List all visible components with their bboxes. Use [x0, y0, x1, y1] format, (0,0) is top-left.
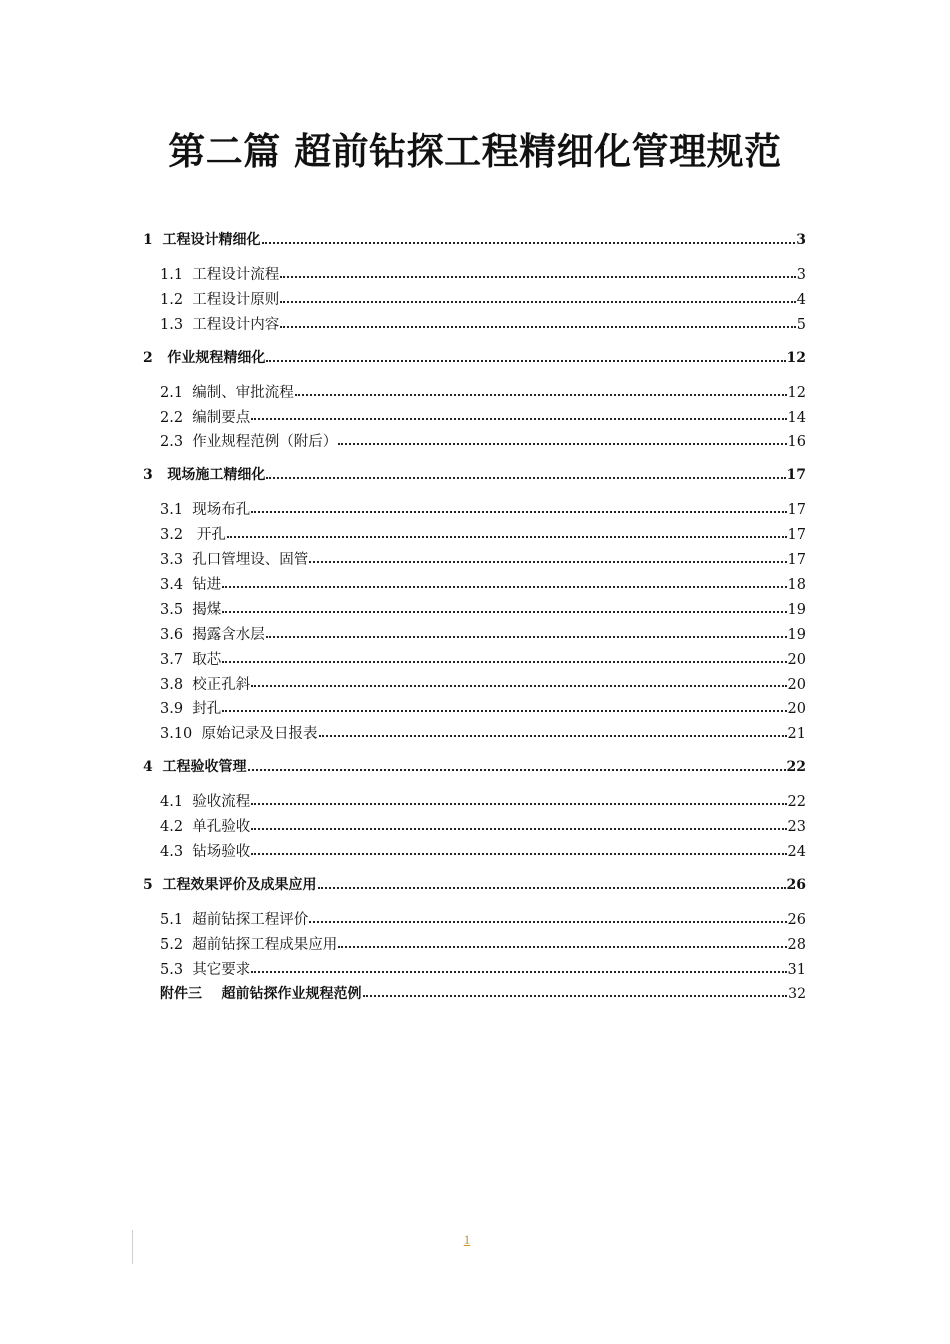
dot-leader: [363, 994, 788, 997]
toc-section-2: [143, 347, 806, 456]
dot-leader: [251, 802, 786, 805]
dot-leader: [338, 442, 786, 445]
toc-entry-2[interactable]: [143, 347, 806, 372]
toc-entry-5-1[interactable]: [143, 908, 806, 933]
dot-leader: [318, 886, 786, 889]
dot-leader: [251, 417, 786, 420]
dot-leader: [280, 325, 795, 328]
toc-entry-number: 4: [143, 759, 153, 776]
toc-entry-page: 17: [787, 502, 806, 519]
toc-entry-3-4[interactable]: [143, 573, 806, 598]
toc-entry-label: 校正孔斜: [192, 676, 251, 693]
toc-entry-label: 工程设计内容: [192, 316, 280, 333]
dot-leader: [227, 535, 787, 538]
toc-entry-3-8[interactable]: [143, 673, 806, 698]
toc-entry-number: 2.1: [160, 384, 184, 401]
page-number: 1: [463, 1232, 471, 1247]
dot-leader: [248, 768, 786, 771]
toc-entry-label: 工程验收管理: [162, 759, 247, 776]
toc-entry-number: 1.2: [160, 291, 184, 308]
toc-entry-page: 19: [787, 601, 806, 618]
dot-leader: [262, 241, 796, 244]
toc-entry-number: 3.10: [160, 726, 193, 743]
toc-entry-label: 揭露含水层: [192, 626, 265, 643]
toc-entry-page: 12: [787, 384, 806, 401]
dot-leader: [295, 393, 787, 396]
toc-entry-page: 4: [796, 291, 806, 308]
toc-entry-page: 17: [787, 552, 806, 569]
dot-leader: [266, 476, 785, 479]
toc-entry-3-1[interactable]: [143, 498, 806, 523]
toc-entry-label: 单孔验收: [192, 819, 251, 836]
toc-entry-label: 编制、审批流程: [192, 384, 294, 401]
toc-entry-5-2[interactable]: [143, 933, 806, 958]
toc-entry-label: 作业规程范例（附后）: [192, 434, 338, 451]
toc-entry-page: 26: [787, 911, 806, 928]
toc-entry-label: 编制要点: [192, 409, 251, 426]
toc-entry-page: 20: [787, 676, 806, 693]
toc-entry-page: 12: [786, 349, 806, 366]
toc-entry-number: 3.8: [160, 676, 184, 693]
toc-entry-label: 开孔: [196, 527, 226, 544]
toc-entry-page: 17: [787, 527, 806, 544]
toc-entry-number: 3.3: [160, 552, 184, 569]
page-title: 第二篇 超前钻探工程精细化管理规范: [168, 130, 782, 173]
toc-entry-label: 封孔: [192, 701, 222, 718]
toc-entry-number: 1: [143, 232, 153, 248]
toc-entry-3-7[interactable]: [143, 648, 806, 673]
toc-entry-page: 3: [796, 267, 806, 283]
toc-entry-label: 附件三 超前钻探作业规程范例: [160, 985, 362, 1002]
toc-entry-label: 工程效果评价及成果应用: [162, 876, 317, 893]
dot-leader: [338, 945, 786, 948]
dot-leader: [222, 585, 786, 588]
toc-entry-3-3[interactable]: [143, 548, 806, 573]
toc-entry-number: 3.1: [160, 502, 184, 519]
dot-leader: [222, 709, 786, 712]
toc-entry-number: 1.3: [160, 316, 184, 333]
toc-entry-number: 3.4: [160, 577, 184, 594]
toc-entry-number: 1.1: [160, 267, 184, 283]
toc-entry-appendix[interactable]: [143, 983, 806, 1008]
toc-entry-number: 2: [143, 349, 153, 366]
toc-entry-2-2[interactable]: [143, 406, 806, 431]
toc-entry-3-9[interactable]: [143, 697, 806, 722]
dot-leader: [251, 970, 786, 973]
toc-entry-3-5[interactable]: [143, 598, 806, 623]
toc-entry-number: 3.5: [160, 601, 184, 618]
dot-leader: [280, 275, 795, 278]
toc-entry-label: 钻场验收: [192, 844, 251, 861]
toc-entry-label: 超前钻探工程成果应用: [192, 936, 338, 953]
dot-leader: [222, 660, 786, 663]
toc-section-1: [143, 229, 806, 338]
toc-entry-1-1[interactable]: [143, 263, 806, 288]
toc-entry-3[interactable]: [143, 464, 806, 489]
toc-entry-label: 现场布孔: [192, 502, 251, 519]
toc-entry-page: 16: [787, 434, 806, 451]
toc-entry-label: 取芯: [192, 651, 222, 668]
dot-leader: [251, 684, 786, 687]
dot-leader: [266, 635, 787, 638]
toc-section-5: [143, 874, 806, 1008]
toc-entry-number: 3.2: [160, 527, 184, 544]
dot-leader: [251, 852, 786, 855]
toc-entry-page: 20: [787, 701, 806, 718]
dot-leader: [309, 560, 786, 563]
toc-entry-number: 5.1: [160, 911, 184, 928]
toc-section-4: [143, 756, 806, 865]
toc-entry-5[interactable]: [143, 874, 806, 899]
toc-entry-label: 工程设计原则: [192, 291, 280, 308]
toc-entry-page: 32: [788, 985, 806, 1002]
toc-entry-4-1[interactable]: [143, 790, 806, 815]
toc-entry-1[interactable]: [143, 229, 806, 254]
toc-entry-2-1[interactable]: [143, 381, 806, 406]
toc-entry-label: 孔口管埋设、固管: [192, 552, 309, 569]
toc-entry-label: 现场施工精细化: [167, 467, 266, 484]
toc-entry-3-6[interactable]: [143, 623, 806, 648]
toc-entry-number: 2.3: [160, 434, 184, 451]
toc-entry-label: 工程设计流程: [192, 267, 280, 283]
toc-entry-number: 4.1: [160, 794, 184, 811]
toc-entry-4-2[interactable]: [143, 815, 806, 840]
toc-entry-number: 2.2: [160, 409, 184, 426]
toc-entry-number: 5.3: [160, 961, 184, 978]
toc-entry-4-3[interactable]: [143, 840, 806, 865]
toc-entry-3-2[interactable]: [143, 523, 806, 548]
toc-entry-number: 3.6: [160, 626, 184, 643]
toc-entry-number: 4.2: [160, 819, 184, 836]
toc-entry-page: 3: [796, 232, 806, 248]
dot-leader: [251, 827, 786, 830]
toc-entry-label: 原始记录及日报表: [201, 726, 318, 743]
toc-entry-page: 26: [786, 876, 806, 893]
toc-entry-number: 3: [143, 467, 153, 484]
toc-entry-page: 24: [787, 844, 806, 861]
toc-entry-label: 其它要求: [192, 961, 251, 978]
toc-entry-page: 20: [787, 651, 806, 668]
toc-entry-page: 22: [787, 794, 806, 811]
toc-entry-label: 超前钻探工程评价: [192, 911, 309, 928]
toc-entry-page: 31: [787, 961, 806, 978]
toc-entry-5-3[interactable]: [143, 958, 806, 983]
toc-entry-number: 4.3: [160, 844, 184, 861]
toc-entry-page: 21: [787, 726, 806, 743]
dot-leader: [266, 359, 785, 362]
dot-leader: [319, 734, 787, 737]
toc-entry-number: 5: [143, 876, 153, 893]
toc-entry-label: 揭煤: [192, 601, 222, 618]
toc-entry-page: 18: [787, 577, 806, 594]
table-of-contents: [143, 229, 806, 1016]
toc-section-3: [143, 464, 806, 747]
toc-entry-label: 工程设计精细化: [162, 232, 261, 248]
toc-entry-label: 钻进: [192, 577, 222, 594]
toc-entry-page: 17: [786, 467, 806, 484]
toc-entry-2-3[interactable]: [143, 430, 806, 455]
dot-leader: [251, 510, 786, 513]
toc-entry-label: 作业规程精细化: [167, 349, 266, 366]
toc-entry-1-3[interactable]: [143, 313, 806, 338]
toc-entry-page: 19: [787, 626, 806, 643]
toc-entry-number: 3.7: [160, 651, 184, 668]
toc-entry-number: 3.9: [160, 701, 184, 718]
toc-entry-page: 5: [796, 316, 806, 333]
toc-entry-1-2[interactable]: [143, 288, 806, 313]
toc-entry-number: 5.2: [160, 936, 184, 953]
toc-entry-4[interactable]: [143, 756, 806, 781]
toc-entry-page: 28: [787, 936, 806, 953]
dot-leader: [280, 300, 795, 303]
toc-entry-page: 22: [786, 759, 806, 776]
toc-entry-label: 验收流程: [192, 794, 251, 811]
toc-entry-3-10[interactable]: [143, 722, 806, 747]
toc-entry-page: 14: [787, 409, 806, 426]
dot-leader: [222, 610, 786, 613]
toc-entry-page: 23: [787, 819, 806, 836]
dot-leader: [309, 920, 786, 923]
